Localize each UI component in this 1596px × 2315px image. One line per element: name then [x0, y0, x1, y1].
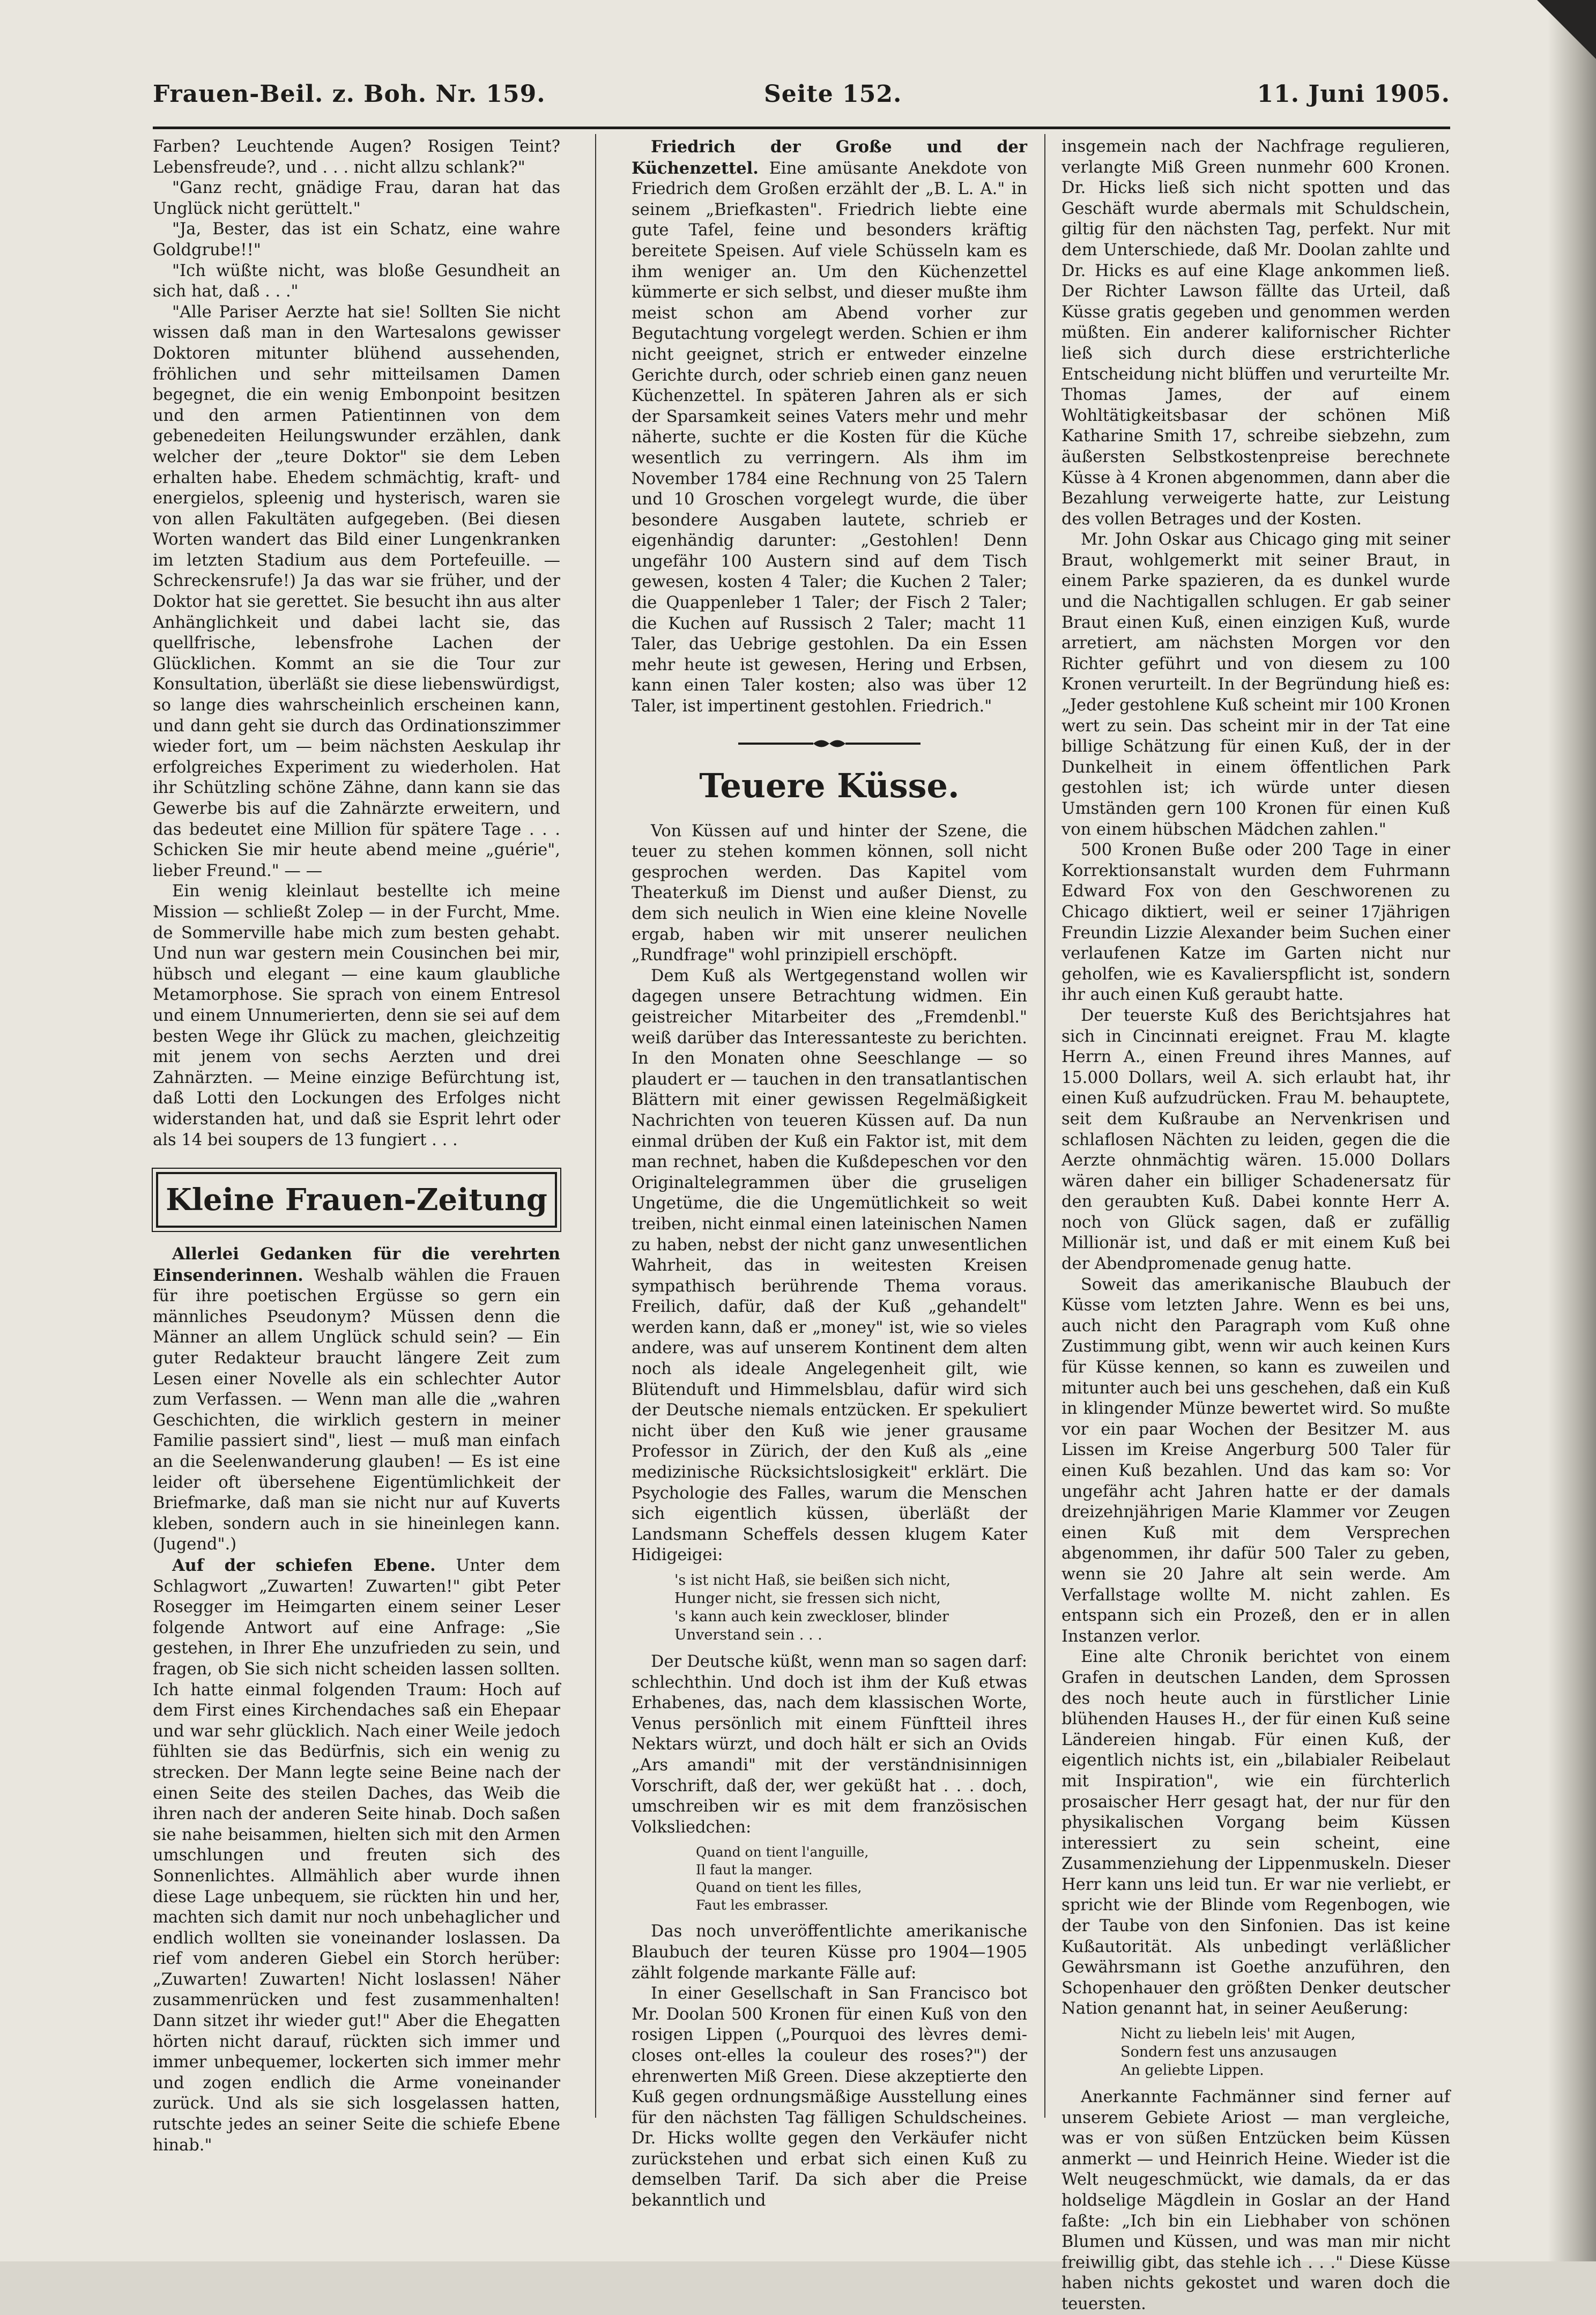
item-text: Eine amüsante Anekdote von Friedrich dem Großen erzählt der „B. L. A." in seinem „Briefkasten". Friedrich liebte eine gute Tafel, feine und besonders kräftig bereitete Speisen. Auf viele Schüsseln kam es ihm weniger an. Um den Küchenzettel kümmerte er sich selbst, und dieser mußte ihm meist schon am Abend vorher zur Begutachtung vorgelegt werden. Schien er ihm nicht geeignet, strich er entweder einzelne Gerichte durch, oder schrieb einen ganz neuen Küchenzettel. In späteren Jahren als er sich der Sparsamkeit seines Vaters mehr und mehr näherte, suchte er die Kosten für die Küche wesentlich zu verringern. Als ihm im November 1784 eine Rechnung von 25 Talern und 10 Groschen vorgelegt wurde, die über besondere Ausgaben lautete, schrieb er eigenhändig darunter: „Gestohlen! Denn ungefähr 100 Austern sind auf dem Tisch gewesen, kosten 4 Taler; die Kuchen 2 Taler; die Quappenleber 1 Taler; der Fisch 2 Taler; die Kuchen auf Russisch 2 Taler; macht 11 Taler, das Uebrige gestohlen. Da ein Essen mehr heute ist gewesen, Hering und Erbsen, kann einen Taler kosten; also was über 12 Taler, ist impertinent gestohlen. Friedrich." [632, 159, 1027, 716]
paragraph: Dem Kuß als Wertgegenstand wollen wir dagegen unsere Betrachtung widmen. Ein geistreicher Mitarbeiter des „Fremdenbl." weiß darüber das Interessanteste zu berichten. In den Monaten ohne Seeschlange — so plaudert er — tauchen in den transatlantischen Blättern mit einer gewissen Regelmäßigkeit Nachrichten von teueren Küssen auf. Da nun einmal drüben der Kuß ein Faktor ist, mit dem man rechnet, haben die Kußdepeschen vor den Originaltelegrammen über die gruseligen Ungetüme, die die Ungemütlichkeit so weit treiben, nicht einmal einen lateinischen Namen zu haben, nebst der nicht ganz unwesentlichen Wahrheit, das in weitesten Kreisen sympathisch berührende Thema voraus. Freilich, dafür, daß der Kuß „gehandelt" werden kann, daß er „money" ist, wie so vieles andere, was auf unserem Kontinent dem alten noch als ideale Angelegenheit gilt, wie Blütenduft und Himmelsblau, dafür wird sich der Deutsche niemals entzücken. Er spekuliert nicht über den Kuß wie jener grausame Professor in Zürich, der den Kuß als „eine medizinische Rücksichtslosigkeit" erklärt. Die Psychologie des Falles, warum die Menschen sich eigentlich küssen, überläßt der Landsmann Scheffels dessen klugem Kater Hidigeigei: [632, 966, 1027, 1565]
paragraph: "Ich wüßte nicht, was bloße Gesundheit an sich hat, daß . . ." [153, 261, 560, 301]
news-item [153, 1555, 560, 2156]
paragraph: "Ganz recht, gnädige Frau, daran hat das Unglück nicht gerüttelt." [153, 179, 560, 218]
french-verse [632, 1843, 1027, 1914]
paragraph: insgemein nach der Nachfrage regulieren, verlangte Miß Green nunmehr 600 Kronen. Dr. Hicks ließ sich nicht spotten und das Geschäft wurde abermals mit Schuldschein, giltig für den nächsten Tag, perfekt. Nur mit dem Unterschiede, daß Mr. Doolan zahlte und Dr. Hicks es auf eine Klage ankommen ließ. Der Richter Lawson fällte das Urteil, daß Küsse gratis gegeben und genommen werden müßten. Ein anderer kalifornischer Richter ließ sich durch diese erstrichterliche Entscheidung nicht blüffen und verurteilte Mr. Thomas James, der auf einem Wohltätigkeitsbasar der schönen Miß Katharine Smith 17, schreibe siebzehn, zum äußersten Selbstkostenpreise berechnete Küsse à 4 Kronen abgenommen, dann aber die Bezahlung verweigerte hatte, zur Leistung des vollen Betrages und der Kosten. [1061, 137, 1450, 529]
poem-line: 's kann auch kein zweckloser, blinder [674, 1608, 949, 1625]
paragraph: Das noch unveröffentlichte amerikanische Blaubuch der teuren Küsse pro 1904—1905 zählt folgende markante Fälle auf: [632, 1922, 1027, 1983]
scan-corner [1537, 0, 1596, 59]
paragraph: Der teuerste Kuß des Berichtsjahres hat sich in Cincinnati ereignet. Frau M. klagte Herrn A., einen Freund ihres Mannes, auf 15.000 Dollars, weil A. sich erlaubt hat, ihr einen Kuß aufzudrücken. Frau M. behauptete, seit dem Kußraube an Nervenkrisen und schlaflosen Nächten zu leiden, gegen die die Aerzte ohnmächtig wären. 15.000 Dollars wären daher ein billiger Schadenersatz für den geraubten Kuß. Dabei konnte Herr A. noch von Glück sagen, daß er zufällig Millionär ist, und daß er mit einem Kuß bei der Abendpromenade genug hatte. [1061, 1006, 1450, 1274]
column-3 [1061, 137, 1450, 2315]
section-box-title: Kleine Frauen-Zeitung [156, 1172, 557, 1228]
goethe-quote [1061, 2025, 1450, 2080]
paragraph: Von Küssen auf und hinter der Szene, die teuer zu stehen kommen können, soll nicht gesprochen werden. Das Kapitel vom Theaterkuß im Dienst und außer Dienst, zu dem sich neulich in Wien eine kleine Novelle ergab, haben wir mit unserer neulichen „Rundfrage" wohl prinzipiell erschöpft. [632, 821, 1027, 965]
paragraph: Ein wenig kleinlaut bestellte ich meine Mission — schließt Zolep — in der Furcht, Mme. de Sommerville habe mich zum besten gehabt. Und nun war gestern mein Cousinchen bei mir, hübsch und elegant — eine kaum glaubliche Metamorphose. Sie sprach von einem Entresol und einem Unnumerierten, denn sie sei auf dem besten Wege ihr Glück zu machen, gleichzeitig mit jenem von sechs Aerzten und drei Zahnärzten. — Meine einzige Befürchtung ist, daß Lotti den Lockungen des Erfolges nicht widerstanden hat, und daß sie Esprit lehrt oder als 14 bei soupers de 13 fungiert . . . [153, 882, 560, 1149]
header-page-number: Seite 152. [764, 80, 902, 108]
paragraph: Eine alte Chronik berichtet von einem Grafen in deutschen Landen, dem Sprossen des noch heute auch in fürstlicher Linie blühenden Hauses H., der für einen Kuß seine Ländereien hingab. Für einen Kuß, der eigentlich nichts ist, ein „bilabialer Reibelaut mit Inspiration", wie ein fürchterlich prosaischer Herr gesagt hat, der nur für den physikalischen Vorgang beim Küssen interessiert zu sein scheint, eine Zusammenziehung der Lippenmuskeln. Dieser Herr kann uns leid tun. Er war nie verliebt, er spricht wie der Blinde vom Regenbogen, wie der Taube von den Sinfonien. Das ist keine Kußautorität. Als unbedingt verläßlicher Gewährsmann ist Goethe anzuführen, den Schopenhauer den größten Denker deutscher Nation genannt hat, in seiner Aeußerung: [1061, 1648, 1450, 2019]
item-heading: Auf der schiefen Ebene. [172, 1556, 436, 1575]
paragraph: Der Deutsche küßt, wenn man so sagen darf: schlechthin. Und doch ist ihm der Kuß etwas Erhabenes, das, nach dem klassischen Worte, Venus persönlich mit einem Fünftteil ihres Nektars würzt, und doch hält er sich an Ovids „Ars amandi" mit der verständnisinnigen Vorschrift, daß der, wer geküßt hat . . . doch, umschreiben wir es mit dem französischen Volksliedchen: [632, 1652, 1027, 1837]
column-2 [632, 137, 1027, 2212]
item-text: Weshalb wählen die Frauen für ihre poetischen Ergüsse so gern ein männliches Pseudonym? Müssen denn die Männer an allem Unglück schuld sein? — Ein guter Redakteur braucht längere Zeit zum Lesen einer Novelle als ein schlechter Autor zum Verfassen. — Wenn man alle die „wahren Geschichten, die wirklich gestern in meiner Familie passiert sind", liest — muß man einfach an die Seelenwanderung glauben! — Es ist eine leider oft übersehene Eigentümlichkeit der Briefmarke, daß man sie nicht nur auf Kuverts kleben, sondern auch in sie hineinlegen kann. (Jugend".) [153, 1266, 560, 1554]
poem-line: Quand on tient les filles, [696, 1880, 862, 1896]
paragraph: "Ja, Bester, das ist ein Schatz, eine wahre Goldgrube!!" [153, 220, 560, 259]
news-item [632, 137, 1027, 717]
item-heading: Friedrich der Große und der Küchenzettel. [632, 137, 1027, 178]
header-date: 11. Juni 1905. [1257, 80, 1450, 108]
poem-line: Quand on tient l'anguille, [696, 1844, 869, 1860]
paragraph: "Alle Pariser Aerzte hat sie! Sollten Sie nicht wissen daß man in den Wartesalons gewisser Doktoren mitunter blühend aussehenden, fröhlichen und sehr mitteilsamen Damen begegnet, die ein wenig Embonpoint besitzen und den armen Patientinnen von dem gebenedeiten Heilungswunder erzählen, dank welcher der „teure Doktor" sie dem Leben erhalten habe. Ehedem schmächtig, kraft- und energielos, spleenig und hysterisch, waren sie von allen Fakultäten aufgegeben. (Bei diesen Worten wandert das Bild einer Lungenkranken im letzten Stadium aus dem Portefeuille. — Schreckensrufe!) Ja das war sie früher, und der Doktor hat sie gerettet. Sie besucht ihn aus alter Anhänglichkeit und dabei lacht sie, das quellfrische, lebensfrohe Lachen der Glücklichen. Kommt an sie die Tour zur Konsultation, überläßt sie diese liebenswürdigst, so lange dies wahrscheinlich erscheinen kann, und dann geht sie durch das Ordinationszimmer wieder fort, um — beim nächsten Aeskulap ihr erfolgreiches Experiment zu wiederholen. Hat ihr Schützling schöne Zähne, dann kann sie das Gewerbe bis auf die Zahnärzte erweitern, und das bedeutet eine Million für spätere Tage . . . Schicken Sie mir heute abend meine „guérie", lieber Freund." — — [153, 302, 560, 880]
column-1 [153, 137, 560, 2156]
poem-line: An geliebte Lippen. [1120, 2062, 1264, 2079]
item-text: Unter dem Schlagwort „Zuwarten! Zuwarten!" gibt Peter Rosegger im Heimgarten einem seiner Leser folgende Antwort auf eine Anfrage: „Sie gestehen, in Ihrer Ehe unzufrieden zu sein, und fragen, ob Sie sich nicht scheiden lassen sollten. Ich hatte einmal folgenden Traum: Hoch auf dem First eines Kirchendaches saß ein Ehepaar und war sehr glücklich. Nach einer Weile jedoch fühlten sie das Bedürfnis, sich ein wenig zu strecken. Der Mann legte seine Beine nach der einen Seite des steilen Daches, das Weib die ihren nach der anderen Seite hinab. Doch saßen sie nahe beisammen, hielten sich mit den Armen umschlungen und freuten sich des Sonnenlichtes. Allmählich aber wurde ihnen diese Lage unbequem, sie rückten hin und her, machten sich damit nur noch unbehaglicher und endlich wollten sie voneinander loslassen. Da rief vom anderen Giebel ein Storch herüber: „Zuwarten! Zuwarten! Nicht loslassen! Näher zusammenrücken und fest zusammenhalten! Dann sitzet ihr wieder gut!" Aber die Ehegatten hörten nicht darauf, rückten sich immer und immer unbequemer, lockerten sich immer mehr und zogen endlich die Arme voneinander zurück. Und als sie sich losgelassen hatten, rutschte jedes an seiner Seite die schiefe Ebene hinab." [153, 1556, 560, 2155]
header-rule [153, 127, 1450, 129]
article-title: Teuere Küsse. [699, 766, 960, 805]
poem-line: Unverstand sein . . . [674, 1627, 822, 1643]
paragraph: Mr. John Oskar aus Chicago ging mit seiner Braut, wohlgemerkt mit seiner Braut, in einem Parke spazieren, da es dunkel wurde und die Nachtigallen schlugen. Er gab seiner Braut einen Kuß, einen einzigen Kuß, wurde arretiert, am nächsten Morgen vor den Richter geführt und von diesem zu 100 Kronen verurteilt. In der Begründung hieß es: „Jeder gestohlene Kuß scheint mir 100 Kronen wert zu sein. Das scheint mir in der Tat eine billige Schätzung für einen Kuß, der in der Dunkelheit in einem öffentlichen Park gestohlen ist; ich würde unter diesen Umständen gern 100 Kronen für einen Kuß von einem hübschen Mädchen zahlen." [1061, 530, 1450, 839]
news-item [153, 1244, 560, 1555]
page-header [153, 80, 1450, 123]
poem-line: 's ist nicht Haß, sie beißen sich nicht, [674, 1572, 951, 1589]
paragraph: In einer Gesellschaft in San Francisco bot Mr. Doolan 500 Kronen für einen Kuß von den rosigen Lippen („Pourquoi des lèvres demi-closes ont-elles la couleur des roses?") der ehrenwerten Miß Green. Diese akzeptierte den Kuß gegen ordnungsmäßige Ausstellung eines für den nächsten Tag fälligen Schuldscheines. Dr. Hicks wollte gegen den Verkäufer nicht zurückstehen und erbat sich einen Kuß zu demselben Tarif. Da sich aber die Preise bekanntlich und [632, 1984, 1027, 2210]
paragraph: Anerkannte Fachmänner sind ferner auf unserem Gebiete Ariost — man vergleiche, was er von süßen Entzücken beim Küssen anmerkt — und Heinrich Heine. Wieder ist die Welt neugeschmückt, wie damals, da er das holdselige Mägdlein in Goslar an der Hand faßte: „Ich bin ein Liebhaber von schönen Blumen und Küssen, und was man mir nicht freiwillig gibt, das stehle ich . . ." Diese Küsse haben nichts gekostet und waren doch die teuersten. [1061, 2088, 1450, 2313]
poem-quote [632, 1571, 1027, 1644]
poem-line: Sondern fest uns anzusaugen [1120, 2044, 1337, 2061]
paragraph: 500 Kronen Buße oder 200 Tage in einer Korrektionsanstalt wurden dem Fuhrmann Edward Fox von den Geschworenen zu Chicago diktiert, weil er seiner 17jährigen Freundin Lizzie Alexander beim Suchen einer verlaufenen Katze im Garten nicht nur geholfen, wie es Kavalierspflicht ist, sondern ihr auch einen Kuß geraubt hatte. [1061, 841, 1450, 1005]
ornament-divider [632, 736, 1027, 752]
poem-line: Hunger nicht, sie fressen sich nicht, [674, 1590, 941, 1607]
column-divider-1 [595, 134, 596, 2118]
item-heading: Allerlei Gedanken für die verehrten Einsenderinnen. [153, 1244, 560, 1285]
header-publication: Frauen-Beil. z. Boh. Nr. 159. [153, 80, 546, 108]
paragraph: Farben? Leuchtende Augen? Rosigen Teint? Lebensfreude?, und . . . nicht allzu schlank?" [153, 137, 560, 177]
poem-line: Faut les embrasser. [696, 1897, 829, 1913]
paragraph: Soweit das amerikanische Blaubuch der Küsse vom letzten Jahre. Wenn es bei uns, auch nicht den Paragraph vom Kuß ohne Zustimmung gibt, wenn wir auch keinen Kurs für Küsse kennen, so kann es zuweilen und mitunter auch bei uns geschehen, daß ein Kuß in klingender Münze bewertet wird. So mußte vor ein paar Wochen der Besitzer M. aus Lissen im Kreise Angerburg 500 Taler für einen Kuß bezahlen. Und das kam so: Vor ungefähr acht Jahren hatte er der damals dreizehnjährigen Marie Klammer vor Zeugen einen Kuß mit dem Versprechen abgenommen, ihr dafür 500 Taler zu geben, wenn sie 20 Jahre alt sein werde. Am Verfallstage wollte M. nicht zahlen. Es entspann sich ein Prozeß, den er in allen Instanzen verlor. [1061, 1275, 1450, 1646]
column-divider-2 [1044, 134, 1045, 2118]
poem-line: Il faut la manger. [696, 1862, 813, 1878]
poem-line: Nicht zu liebeln leis' mit Augen, [1120, 2025, 1356, 2043]
scan-edge [1548, 0, 1596, 2261]
